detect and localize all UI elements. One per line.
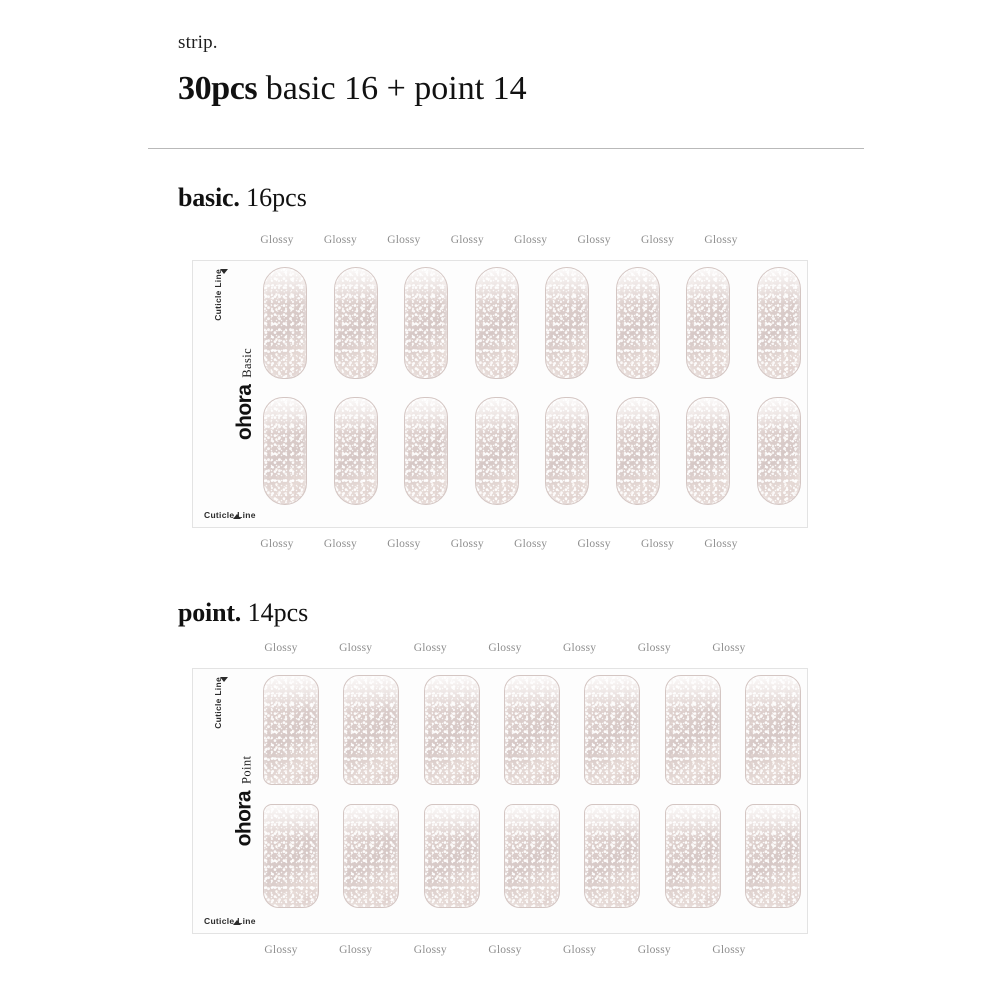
glossy-label: Glossy (260, 234, 294, 246)
glossy-label: Glossy (413, 944, 447, 956)
glossy-label: Glossy (413, 642, 447, 654)
glossy-label: Glossy (387, 234, 421, 246)
glossy-label: Glossy (704, 538, 738, 550)
section-heading-point-count: 14pcs (247, 598, 309, 627)
nail-strip (475, 267, 519, 379)
glossy-label: Glossy (563, 944, 597, 956)
nail-strip (263, 675, 319, 785)
glossy-label: Glossy (387, 538, 421, 550)
glossy-label: Glossy (323, 234, 357, 246)
glossy-label: Glossy (563, 642, 597, 654)
nail-strip (745, 804, 801, 908)
nail-strip (665, 675, 721, 785)
nail-strip (616, 397, 660, 505)
glossy-label: Glossy (488, 944, 522, 956)
basic-sheet-side-column (193, 261, 263, 527)
nail-strip (545, 267, 589, 379)
section-heading-basic-label: basic. (178, 183, 240, 212)
nail-strip (757, 267, 801, 379)
basic-sheet-block (192, 234, 808, 554)
basic-nail-row-top (263, 267, 801, 391)
arrow-up-icon (233, 514, 241, 519)
point-nail-sheet (192, 668, 808, 934)
basic-bottom-glossy-row (192, 538, 808, 554)
nail-strip (745, 675, 801, 785)
section-heading-basic (178, 185, 307, 211)
point-bottom-glossy-row (192, 944, 808, 960)
nail-strip (334, 397, 378, 505)
nail-strip (757, 397, 801, 505)
brand-mark (233, 348, 257, 440)
basic-top-glossy-row (192, 234, 808, 250)
nail-strip (404, 267, 448, 379)
glossy-label: Glossy (637, 944, 671, 956)
point-nail-row-bottom (263, 804, 801, 927)
nail-strip (263, 804, 319, 908)
glossy-label: Glossy (577, 234, 611, 246)
point-nail-row-top (263, 675, 801, 798)
basic-nail-sheet (192, 260, 808, 528)
section-heading-point (178, 600, 308, 626)
glossy-label: Glossy (339, 944, 373, 956)
nail-strip (475, 397, 519, 505)
nail-strip (343, 804, 399, 908)
glossy-label: Glossy (339, 642, 373, 654)
glossy-label: Glossy (514, 234, 548, 246)
nail-strip (334, 267, 378, 379)
glossy-label: Glossy (514, 538, 548, 550)
cuticle-line-label-top: Cuticle Line (213, 677, 223, 729)
basic-nail-grid (263, 267, 801, 521)
strip-label: strip. (178, 32, 218, 53)
glossy-label: Glossy (264, 944, 298, 956)
cuticle-line-label-top: Cuticle Line (213, 269, 223, 321)
glossy-label: Glossy (260, 538, 294, 550)
cuticle-line-label-bottom: Cuticle Line (204, 916, 256, 926)
glossy-label: Glossy (640, 234, 675, 246)
cuticle-line-label-bottom: Cuticle Line (204, 510, 256, 520)
point-top-glossy-row (192, 642, 808, 658)
nail-strip (504, 675, 560, 785)
arrow-up-icon (233, 920, 241, 925)
nail-strip (504, 804, 560, 908)
page-title-count: 30pcs (178, 69, 258, 107)
glossy-label: Glossy (323, 538, 357, 550)
nail-strip (424, 804, 480, 908)
nail-strip (686, 397, 730, 505)
nail-strip (545, 397, 589, 505)
brand-sub-label: Point (239, 755, 254, 785)
page-header (178, 32, 878, 108)
glossy-label: Glossy (450, 538, 484, 550)
glossy-label: Glossy (704, 234, 738, 246)
nail-strip (616, 267, 660, 379)
nail-strip (263, 397, 307, 505)
glossy-label: Glossy (264, 642, 298, 654)
page-title (178, 69, 878, 108)
glossy-label: Glossy (488, 642, 522, 654)
point-sheet-side-column (193, 669, 263, 933)
point-nail-grid (263, 675, 801, 927)
section-heading-basic-count: 16pcs (246, 183, 307, 212)
glossy-label: Glossy (712, 944, 746, 956)
point-sheet-block (192, 642, 808, 960)
basic-nail-row-bottom (263, 397, 801, 521)
glossy-label: Glossy (637, 642, 671, 654)
glossy-label: Glossy (450, 234, 484, 246)
nail-strip (686, 267, 730, 379)
brand-mark (232, 756, 256, 847)
header-divider (148, 148, 864, 149)
nail-strip (404, 397, 448, 505)
brand-sub-label: Basic (240, 347, 255, 378)
nail-strip (584, 804, 640, 908)
glossy-label: Glossy (712, 642, 746, 654)
page-title-detail: basic 16 + point 14 (257, 69, 527, 107)
section-heading-point-label: point. (178, 598, 242, 627)
nail-strip (665, 804, 721, 908)
nail-strip (584, 675, 640, 785)
brand-name: ohora (233, 384, 257, 441)
glossy-label: Glossy (640, 538, 675, 550)
nail-strip (424, 675, 480, 785)
nail-strip (263, 267, 307, 379)
nail-strip (343, 675, 399, 785)
brand-name: ohora (232, 791, 256, 847)
glossy-label: Glossy (577, 538, 611, 550)
